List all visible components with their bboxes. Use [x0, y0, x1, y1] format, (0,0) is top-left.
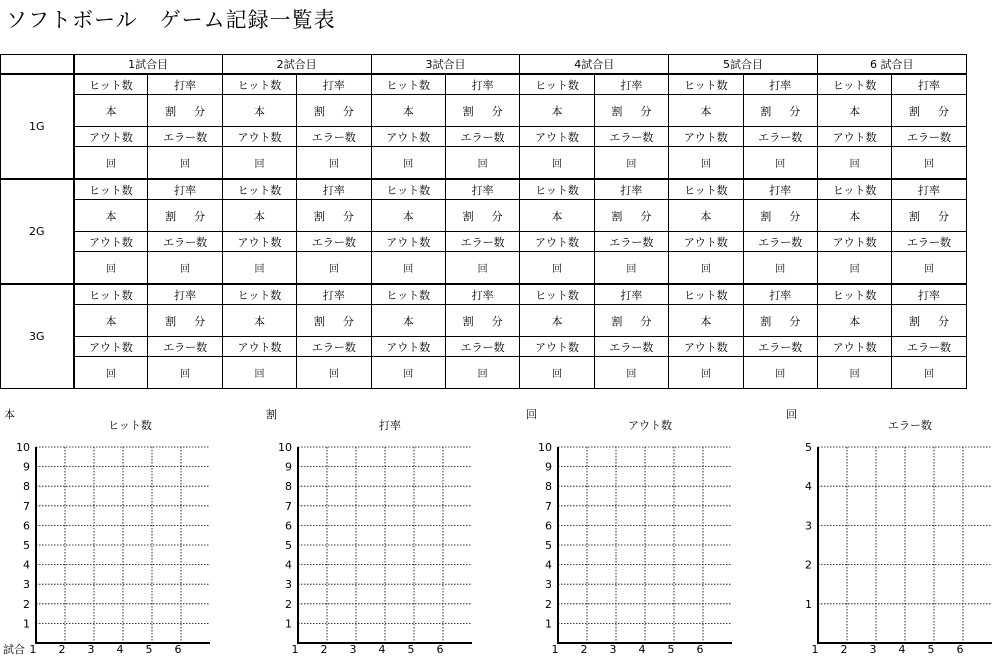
errors-label: エラー数 [297, 337, 371, 357]
hits-label: ヒット数 [520, 284, 594, 305]
hits-value-cell: 本 [371, 305, 445, 337]
hits-label: ヒット数 [371, 74, 445, 95]
outs-label: アウト数 [520, 337, 594, 357]
y-unit-label: 回 [526, 408, 537, 421]
x-tick-label: 3 [609, 643, 617, 656]
outs-value-cell: 回 [371, 147, 445, 180]
x-prefix-label: 試合 [3, 643, 25, 656]
x-tick-label: 1 [551, 643, 559, 656]
wari-unit: 割 [462, 314, 474, 328]
hits-value-cell: 本 [817, 200, 891, 232]
rate-label: 打率 [445, 284, 519, 305]
game-record-table [0, 54, 967, 389]
x-tick-label: 2 [58, 643, 66, 656]
hits-label: ヒット数 [74, 179, 148, 200]
x-tick-label: 4 [638, 643, 646, 656]
y-tick-label: 9 [545, 460, 552, 474]
errors-value-cell: 回 [148, 252, 222, 285]
outs-label: アウト数 [222, 232, 296, 252]
hits-value-cell: 本 [520, 95, 594, 127]
outs-label: アウト数 [669, 232, 743, 252]
wari-unit: 割 [313, 104, 325, 118]
rate-value-cell [743, 200, 817, 232]
chart-1 [0, 405, 200, 659]
errors-value-cell: 回 [445, 357, 519, 389]
bu-unit: 分 [789, 314, 801, 328]
x-tick-label: 3 [349, 643, 357, 656]
x-tick-label: 6 [696, 643, 704, 656]
wari-unit: 割 [760, 104, 772, 118]
errors-label: エラー数 [892, 232, 966, 252]
x-tick-label: 5 [145, 643, 153, 656]
hits-value-cell: 本 [222, 305, 296, 337]
rate-value-cell [297, 95, 371, 127]
wari-unit: 割 [313, 314, 325, 328]
bu-unit: 分 [194, 314, 206, 328]
x-tick-label: 2 [320, 643, 328, 656]
outs-label: アウト数 [669, 337, 743, 357]
y-tick-label: 4 [285, 558, 292, 572]
chart-title: エラー数 [888, 419, 932, 432]
x-tick-label: 2 [840, 643, 848, 656]
errors-label: エラー数 [743, 232, 817, 252]
y-tick-label: 5 [805, 441, 812, 454]
bu-unit: 分 [491, 104, 503, 118]
rate-label: 打率 [148, 74, 222, 95]
y-tick-label: 10 [16, 441, 30, 454]
outs-value-cell: 回 [74, 357, 148, 389]
x-tick-label: 3 [869, 643, 877, 656]
errors-label: エラー数 [445, 127, 519, 147]
bu-unit: 分 [194, 209, 206, 223]
rate-label: 打率 [594, 179, 668, 200]
rate-label: 打率 [743, 179, 817, 200]
errors-label: エラー数 [148, 127, 222, 147]
errors-value-cell: 回 [445, 147, 519, 180]
bu-unit: 分 [342, 209, 354, 223]
bu-unit: 分 [640, 314, 652, 328]
errors-label: エラー数 [148, 232, 222, 252]
y-tick-label: 1 [805, 597, 812, 611]
hits-label: ヒット数 [817, 179, 891, 200]
y-tick-label: 3 [23, 578, 30, 592]
y-tick-label: 10 [538, 441, 552, 454]
y-tick-label: 10 [278, 441, 292, 454]
outs-label: アウト数 [222, 337, 296, 357]
outs-label: アウト数 [520, 232, 594, 252]
bu-unit: 分 [491, 209, 503, 223]
y-tick-label: 2 [23, 597, 30, 611]
errors-label: エラー数 [743, 127, 817, 147]
outs-value-cell: 回 [74, 147, 148, 180]
errors-label: エラー数 [297, 232, 371, 252]
x-tick-label: 4 [378, 643, 386, 656]
hits-label: ヒット数 [222, 179, 296, 200]
chart-title: ヒット数 [108, 419, 152, 432]
bu-unit: 分 [937, 104, 949, 118]
wari-unit: 割 [611, 314, 623, 328]
outs-label: アウト数 [222, 127, 296, 147]
errors-value-cell: 回 [892, 252, 966, 285]
errors-label: エラー数 [892, 127, 966, 147]
outs-value-cell: 回 [669, 252, 743, 285]
rate-label: 打率 [594, 74, 668, 95]
hits-value-cell: 本 [520, 200, 594, 232]
rate-value-cell [743, 95, 817, 127]
errors-value-cell: 回 [594, 252, 668, 285]
rate-label: 打率 [743, 74, 817, 95]
rate-label: 打率 [297, 74, 371, 95]
y-unit-label: 本 [4, 408, 15, 421]
outs-value-cell: 回 [817, 147, 891, 180]
rate-label: 打率 [892, 284, 966, 305]
y-tick-label: 2 [805, 558, 812, 572]
hits-value-cell: 本 [817, 95, 891, 127]
bu-unit: 分 [937, 209, 949, 223]
y-tick-label: 4 [23, 558, 30, 572]
errors-label: エラー数 [297, 127, 371, 147]
rate-value-cell [297, 200, 371, 232]
chart-4 [782, 405, 982, 659]
outs-label: アウト数 [371, 127, 445, 147]
x-tick-label: 6 [956, 643, 964, 656]
rate-value-cell [297, 305, 371, 337]
outs-label: アウト数 [74, 337, 148, 357]
y-tick-label: 8 [285, 480, 292, 494]
y-tick-label: 7 [23, 499, 30, 513]
rate-label: 打率 [297, 179, 371, 200]
hits-label: ヒット数 [669, 179, 743, 200]
hits-value-cell: 本 [74, 200, 148, 232]
y-tick-label: 6 [545, 519, 552, 533]
rate-value-cell [148, 95, 222, 127]
rate-value-cell [445, 305, 519, 337]
errors-value-cell: 回 [594, 357, 668, 389]
rate-value-cell [892, 305, 966, 337]
hits-value-cell: 本 [669, 95, 743, 127]
x-tick-label: 4 [116, 643, 124, 656]
hits-label: ヒット数 [669, 284, 743, 305]
x-tick-label: 5 [927, 643, 935, 656]
errors-value-cell: 回 [892, 357, 966, 389]
x-tick-label: 4 [898, 643, 906, 656]
outs-value-cell: 回 [371, 252, 445, 285]
group-label: 1G [1, 74, 74, 179]
outs-label: アウト数 [520, 127, 594, 147]
x-tick-label: 1 [291, 643, 299, 656]
hits-label: ヒット数 [520, 179, 594, 200]
rate-value-cell [743, 305, 817, 337]
y-tick-label: 4 [805, 480, 812, 494]
hits-value-cell: 本 [520, 305, 594, 337]
rate-value-cell [445, 95, 519, 127]
wari-unit: 割 [908, 314, 920, 328]
corner-cell [1, 55, 74, 75]
y-unit-label: 割 [266, 408, 277, 421]
game-header: 6 試合目 [817, 55, 966, 75]
hits-label: ヒット数 [669, 74, 743, 95]
bu-unit: 分 [194, 104, 206, 118]
x-tick-label: 6 [174, 643, 182, 656]
wari-unit: 割 [611, 104, 623, 118]
wari-unit: 割 [462, 209, 474, 223]
hits-label: ヒット数 [74, 284, 148, 305]
game-header: 4試合目 [520, 55, 669, 75]
outs-value-cell: 回 [669, 147, 743, 180]
errors-label: エラー数 [148, 337, 222, 357]
chart-title: 打率 [379, 419, 401, 432]
hits-label: ヒット数 [371, 284, 445, 305]
outs-value-cell: 回 [817, 357, 891, 389]
errors-label: エラー数 [594, 127, 668, 147]
rate-label: 打率 [445, 74, 519, 95]
wari-unit: 割 [760, 314, 772, 328]
x-tick-label: 1 [29, 643, 37, 656]
chart-svg [782, 405, 1000, 659]
rate-value-cell [148, 305, 222, 337]
outs-value-cell: 回 [669, 357, 743, 389]
rate-label: 打率 [892, 179, 966, 200]
chart-3 [522, 405, 722, 659]
y-tick-label: 7 [545, 499, 552, 513]
hits-label: ヒット数 [222, 74, 296, 95]
y-tick-label: 3 [545, 578, 552, 592]
y-tick-label: 1 [285, 617, 292, 631]
wari-unit: 割 [908, 104, 920, 118]
rate-value-cell [148, 200, 222, 232]
bu-unit: 分 [789, 104, 801, 118]
game-header: 1試合目 [74, 55, 223, 75]
x-tick-label: 2 [580, 643, 588, 656]
y-tick-label: 6 [285, 519, 292, 533]
errors-label: エラー数 [445, 337, 519, 357]
x-tick-label: 1 [811, 643, 819, 656]
y-tick-label: 1 [545, 617, 552, 631]
x-tick-label: 6 [436, 643, 444, 656]
rate-value-cell [594, 305, 668, 337]
bu-unit: 分 [789, 209, 801, 223]
chart-svg [522, 405, 742, 659]
y-tick-label: 2 [545, 597, 552, 611]
x-tick-label: 5 [667, 643, 675, 656]
x-tick-label: 3 [87, 643, 95, 656]
hits-value-cell: 本 [74, 305, 148, 337]
errors-value-cell: 回 [445, 252, 519, 285]
y-tick-label: 4 [545, 558, 552, 572]
rate-label: 打率 [594, 284, 668, 305]
errors-value-cell: 回 [148, 357, 222, 389]
errors-value-cell: 回 [297, 357, 371, 389]
hits-label: ヒット数 [371, 179, 445, 200]
y-tick-label: 5 [545, 539, 552, 552]
rate-label: 打率 [148, 284, 222, 305]
hits-value-cell: 本 [669, 200, 743, 232]
bu-unit: 分 [640, 209, 652, 223]
outs-value-cell: 回 [520, 147, 594, 180]
wari-unit: 割 [462, 104, 474, 118]
hits-label: ヒット数 [817, 284, 891, 305]
errors-label: エラー数 [594, 232, 668, 252]
y-tick-label: 9 [285, 460, 292, 474]
bu-unit: 分 [491, 314, 503, 328]
page-title: ソフトボール ゲーム記録一覧表 [6, 8, 336, 32]
y-unit-label: 回 [786, 408, 797, 421]
y-tick-label: 5 [285, 539, 292, 552]
errors-label: エラー数 [743, 337, 817, 357]
y-tick-label: 3 [805, 519, 812, 533]
group-label: 3G [1, 284, 74, 389]
errors-value-cell: 回 [743, 147, 817, 180]
y-tick-label: 5 [23, 539, 30, 552]
outs-label: アウト数 [669, 127, 743, 147]
bu-unit: 分 [640, 104, 652, 118]
y-tick-label: 8 [545, 480, 552, 494]
bu-unit: 分 [342, 104, 354, 118]
chart-svg [262, 405, 482, 659]
rate-value-cell [445, 200, 519, 232]
rate-value-cell [594, 95, 668, 127]
wari-unit: 割 [908, 209, 920, 223]
rate-value-cell [594, 200, 668, 232]
outs-label: アウト数 [74, 232, 148, 252]
y-tick-label: 2 [285, 597, 292, 611]
hits-label: ヒット数 [222, 284, 296, 305]
outs-value-cell: 回 [222, 357, 296, 389]
rate-label: 打率 [148, 179, 222, 200]
wari-unit: 割 [760, 209, 772, 223]
outs-value-cell: 回 [222, 252, 296, 285]
outs-label: アウト数 [371, 232, 445, 252]
outs-label: アウト数 [817, 337, 891, 357]
rate-label: 打率 [892, 74, 966, 95]
errors-value-cell: 回 [743, 252, 817, 285]
outs-value-cell: 回 [222, 147, 296, 180]
game-header: 5試合目 [669, 55, 818, 75]
errors-value-cell: 回 [297, 252, 371, 285]
outs-value-cell: 回 [371, 357, 445, 389]
errors-value-cell: 回 [594, 147, 668, 180]
errors-value-cell: 回 [297, 147, 371, 180]
hits-label: ヒット数 [817, 74, 891, 95]
y-tick-label: 6 [23, 519, 30, 533]
wari-unit: 割 [165, 104, 177, 118]
hits-value-cell: 本 [74, 95, 148, 127]
errors-label: エラー数 [892, 337, 966, 357]
hits-value-cell: 本 [669, 305, 743, 337]
hits-value-cell: 本 [222, 95, 296, 127]
bu-unit: 分 [937, 314, 949, 328]
hits-label: ヒット数 [520, 74, 594, 95]
hits-value-cell: 本 [371, 200, 445, 232]
hits-value-cell: 本 [371, 95, 445, 127]
outs-value-cell: 回 [520, 357, 594, 389]
chart-title: アウト数 [628, 419, 672, 432]
outs-label: アウト数 [74, 127, 148, 147]
wari-unit: 割 [165, 314, 177, 328]
errors-label: エラー数 [445, 232, 519, 252]
errors-value-cell: 回 [148, 147, 222, 180]
chart-2 [262, 405, 462, 659]
y-tick-label: 8 [23, 480, 30, 494]
chart-svg [0, 405, 220, 659]
x-tick-label: 5 [407, 643, 415, 656]
wari-unit: 割 [611, 209, 623, 223]
game-header: 3試合目 [371, 55, 520, 75]
outs-value-cell: 回 [817, 252, 891, 285]
y-tick-label: 3 [285, 578, 292, 592]
rate-label: 打率 [297, 284, 371, 305]
y-tick-label: 9 [23, 460, 30, 474]
errors-label: エラー数 [594, 337, 668, 357]
bu-unit: 分 [342, 314, 354, 328]
outs-value-cell: 回 [520, 252, 594, 285]
rate-value-cell [892, 200, 966, 232]
rate-label: 打率 [445, 179, 519, 200]
errors-value-cell: 回 [743, 357, 817, 389]
wari-unit: 割 [313, 209, 325, 223]
y-tick-label: 1 [23, 617, 30, 631]
outs-label: アウト数 [817, 232, 891, 252]
errors-value-cell: 回 [892, 147, 966, 180]
hits-label: ヒット数 [74, 74, 148, 95]
outs-label: アウト数 [817, 127, 891, 147]
outs-value-cell: 回 [74, 252, 148, 285]
hits-value-cell: 本 [222, 200, 296, 232]
wari-unit: 割 [165, 209, 177, 223]
game-header: 2試合目 [222, 55, 371, 75]
hits-value-cell: 本 [817, 305, 891, 337]
rate-value-cell [892, 95, 966, 127]
outs-label: アウト数 [371, 337, 445, 357]
y-tick-label: 7 [285, 499, 292, 513]
rate-label: 打率 [743, 284, 817, 305]
group-label: 2G [1, 179, 74, 284]
